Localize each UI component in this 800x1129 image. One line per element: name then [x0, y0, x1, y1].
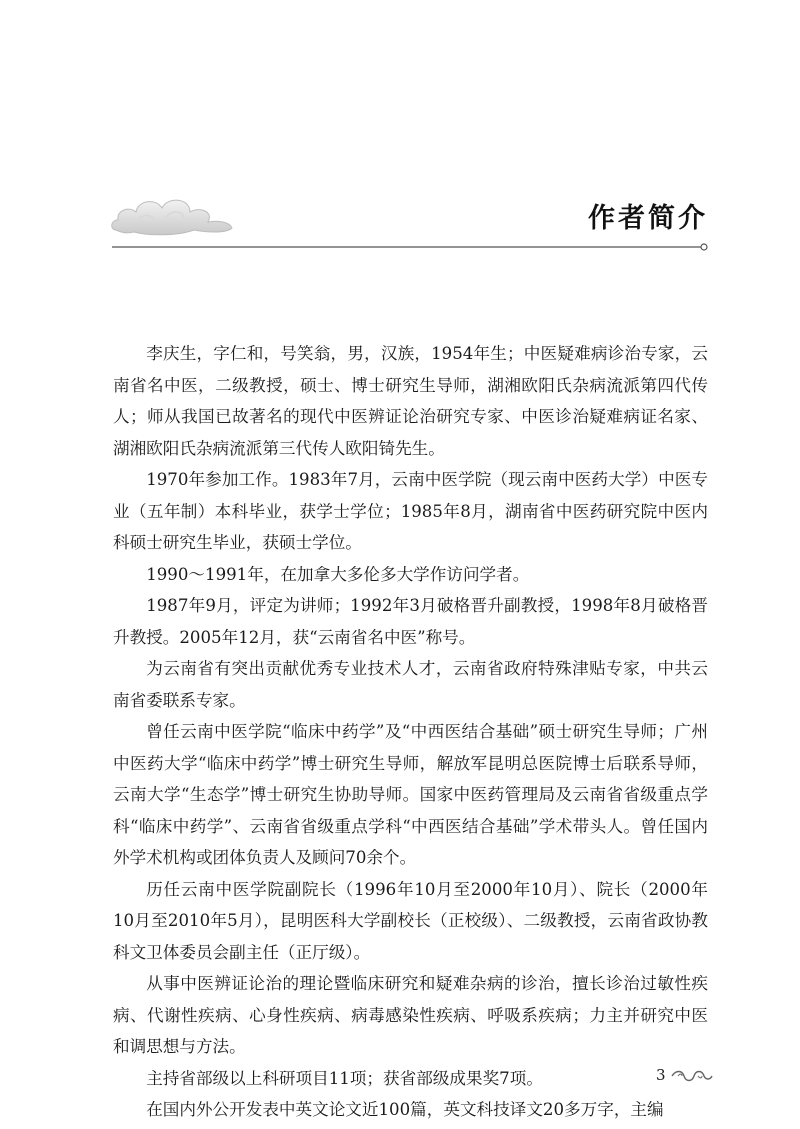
flourish-ornament-icon [670, 1068, 714, 1084]
paragraph: 从事中医辨证论治的理论暨临床研究和疑难杂病的诊治，擅长诊治过敏性疾病、代谢性疾病、心身性疾病、病毒感染性疾病、呼吸系疾病；力主并研究中医和调思想与方法。 [113, 974, 708, 1056]
page-number: 3 [656, 1066, 666, 1084]
page-title: 作者简介 [588, 203, 708, 234]
biography-text [113, 338, 708, 1126]
paragraph: 李庆生，字仁和，号笑翁，男，汉族，1954年生；中医疑难病诊治专家，云南省名中医，二级教授，硕士、博士研究生导师，湖湘欧阳氏杂病流派第四代传人；师从我国已故著名的现代中医辨证论治研究专家、中医诊治疑难病证名家、湖湘欧阳氏杂病流派第三代传人欧阳锜先生。 [113, 344, 708, 458]
paragraph: 为云南省有突出贡献优秀专业技术人才，云南省政府特殊津贴专家，中共云南省委联系专家。 [113, 659, 708, 710]
header-rule [112, 240, 710, 254]
paragraph: 在国内外公开发表中英文论文近100篇，英文科技译文20多万字，主编 [146, 1100, 664, 1119]
paragraph: 1990～1991年，在加拿大多伦多大学作访问学者。 [146, 564, 530, 584]
paragraph: 1970年参加工作。1983年7月，云南中医学院（现云南中医药大学）中医专业（五年制）本科毕业，获学士学位；1985年8月，湖南省中医药研究院中医内科硕士研究生毕业，获硕士学位。 [113, 470, 708, 552]
paragraph: 历任云南中医学院副院长（1996年10月至2000年10月）、院长（2000年10月至2010年5月），昆明医科大学副校长（正校级）、二级教授，云南省政协教科文卫体委员会副主任（正厅级）。 [113, 879, 708, 962]
page-header [0, 0, 800, 260]
page-footer [640, 1064, 720, 1088]
cloud-ornament-icon [108, 190, 238, 240]
paragraph: 1987年9月，评定为讲师；1992年3月破格晋升副教授，1998年8月破格晋升教授。2005年12月，获“云南省名中医”称号。 [113, 596, 708, 647]
paragraph: 曾任云南中医学院“临床中药学”及“中西医结合基础”硕士研究生导师；广州中医药大学“临床中药学”博士研究生导师，解放军昆明总医院博士后联系导师，云南大学“生态学”博士研究生协助导师。国家中医药管理局及云南省省级重点学科“临床中药学”、云南省省级重点学科“中西医结合基础”学术带头人。曾任国内外学术机构或团体负责人及顾问70余个。 [113, 722, 708, 867]
paragraph: 主持省部级以上科研项目11项；获省部级成果奖7项。 [146, 1068, 543, 1088]
